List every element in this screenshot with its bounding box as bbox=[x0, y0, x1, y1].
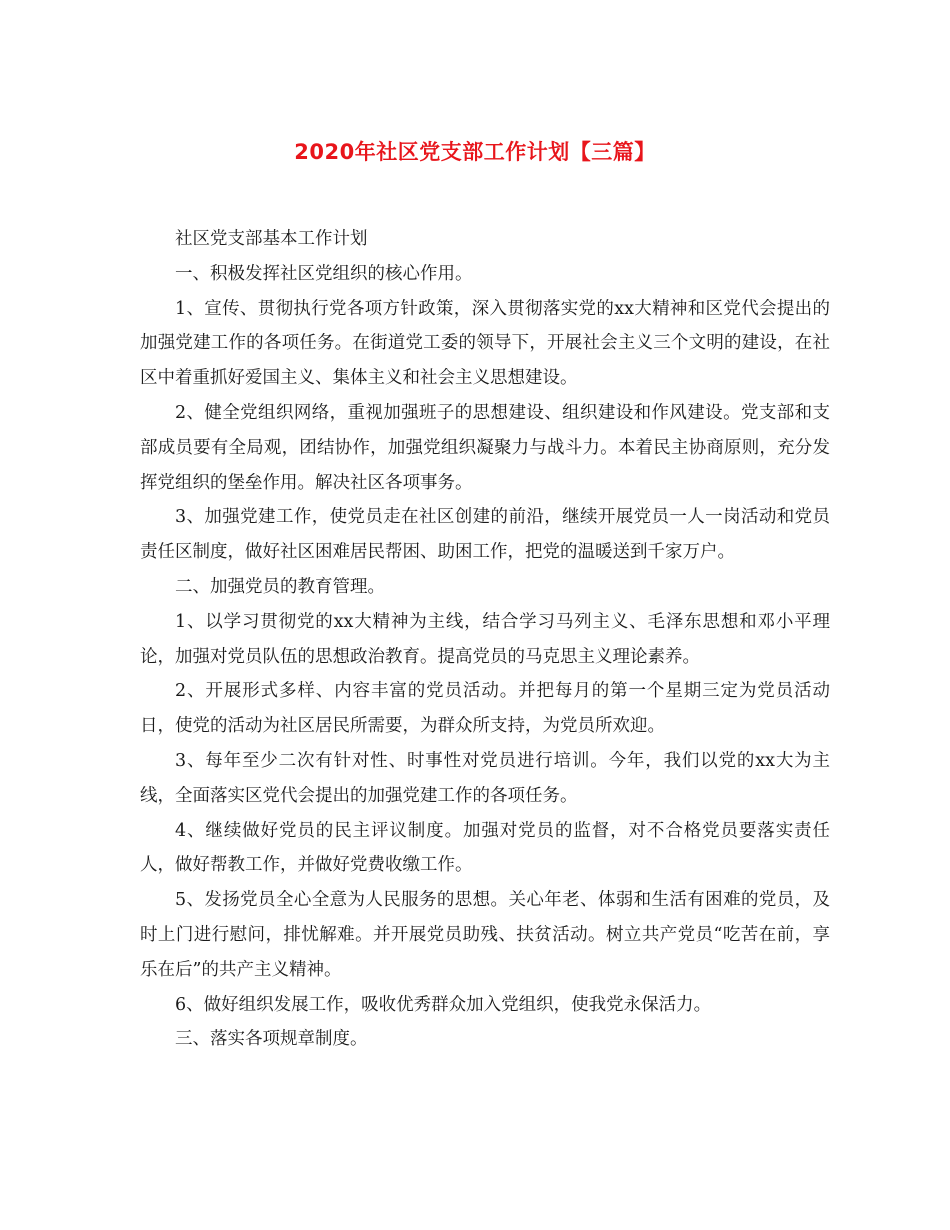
body-paragraph: 2、开展形式多样、内容丰富的党员活动。并把每月的第一个星期三定为党员活动日，使党的活动为社区居民所需要，为群众所支持，为党员所欢迎。 bbox=[140, 681, 830, 737]
body-paragraph: 3、加强党建工作，使党员走在社区创建的前沿，继续开展党员一人一岗活动和党员责任区制度，做好社区困难居民帮困、助困工作，把党的温暖送到千家万户。 bbox=[140, 507, 830, 563]
document-title: 2020年社区党支部工作计划【三篇】 bbox=[294, 140, 656, 164]
document-body bbox=[140, 222, 830, 1057]
body-paragraph: 1、以学习贯彻党的xx大精神为主线，结合学习马列主义、毛泽东思想和邓小平理论，加强对党员队伍的思想政治教育。提高党员的马克思主义理论素养。 bbox=[140, 611, 830, 667]
section-heading: 三、落实各项规章制度。 bbox=[175, 1029, 368, 1050]
body-paragraph: 4、继续做好党员的民主评议制度。加强对党员的监督，对不合格党员要落实责任人，做好帮教工作，并做好党费收缴工作。 bbox=[140, 820, 830, 876]
body-paragraph: 2、健全党组织网络，重视加强班子的思想建设、组织建设和作风建设。党支部和支部成员要有全局观，团结协作，加强党组织凝聚力与战斗力。本着民主协商原则，充分发挥党组织的堡垒作用。解决社区各项事务。 bbox=[140, 402, 830, 493]
body-paragraph: 3、每年至少二次有针对性、时事性对党员进行培训。今年，我们以党的xx大为主线，全面落实区党代会提出的加强党建工作的各项任务。 bbox=[140, 750, 830, 806]
section-heading: 社区党支部基本工作计划 bbox=[175, 229, 368, 249]
section-heading: 一、积极发挥社区党组织的核心作用。 bbox=[175, 263, 473, 284]
body-paragraph: 6、做好组织发展工作，吸收优秀群众加入党组织，使我党永保活力。 bbox=[175, 994, 712, 1015]
section-heading: 二、加强党员的教育管理。 bbox=[175, 576, 385, 597]
body-paragraph: 5、发扬党员全心全意为人民服务的思想。关心年老、体弱和生活有困难的党员，及时上门进行慰问，排忧解难。并开展党员助残、扶贫活动。树立共产党员“吃苦在前，享乐在后”的共产主义精神。 bbox=[140, 890, 830, 980]
body-paragraph: 1、宣传、贯彻执行党各项方针政策，深入贯彻落实党的xx大精神和区党代会提出的加强党建工作的各项任务。在街道党工委的领导下，开展社会主义三个文明的建设，在社区中着重抓好爱国主义、集体主义和社会主义思想建设。 bbox=[140, 298, 830, 389]
